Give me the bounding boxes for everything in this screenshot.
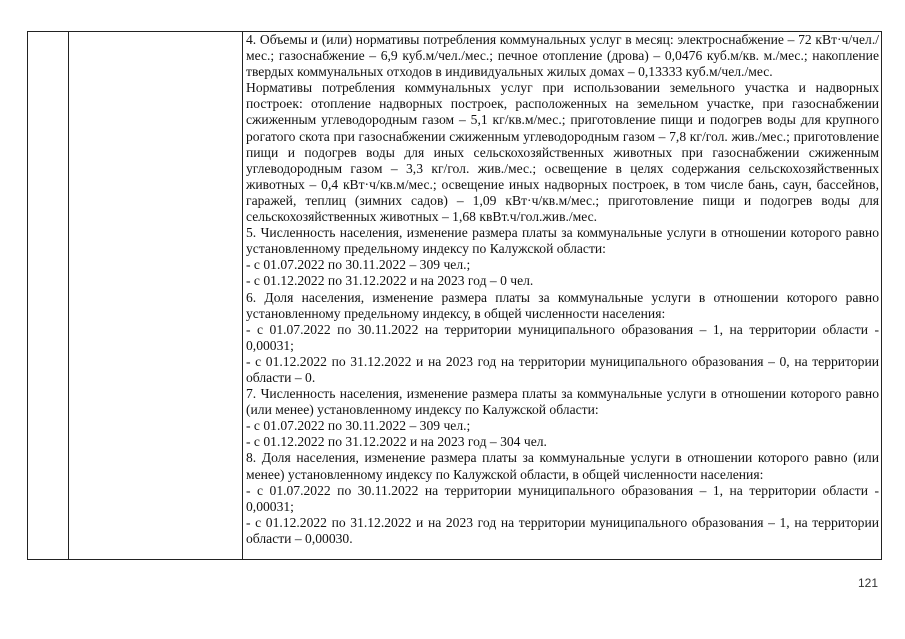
paragraph-item-8-share: 8. Доля населения, изменение размера платы за коммунальные услуги в отношении которого равно (или менее) установленному индексу по Калужской области, в общей численности населения: <box>246 450 879 482</box>
paragraph-item-8-period-2: - с 01.12.2022 по 31.12.2022 и на 2023 год на территории муниципального образования – 1, на территории области – 0,00030. <box>246 514 879 546</box>
table-column-divider <box>68 32 69 559</box>
paragraph-item-4-volumes: 4. Объемы и (или) нормативы потребления коммунальных услуг в месяц: электроснабжение – 72 кВт·ч/чел./мес.; газоснабжение – 6,9 куб.м/чел./мес.; печное отопление (дрова) – 0,0476 куб.м/кв. м./мес.; накопление твердых коммунальных отходов в индивидуальных жилых домах – 0,13333 куб.м/чел./мес. <box>246 32 879 80</box>
page-number: 121 <box>857 576 878 590</box>
paragraph-item-6-period-1: - с 01.07.2022 по 30.11.2022 на территории муниципального образования – 1, на территории области - 0,00031; <box>246 321 879 353</box>
table-column-divider <box>242 32 243 559</box>
paragraph-item-5-period-2: - с 01.12.2022 по 31.12.2022 и на 2023 год – 0 чел. <box>246 273 534 289</box>
paragraph-item-7-period-1: - с 01.07.2022 по 30.11.2022 – 309 чел.; <box>246 418 471 434</box>
table-content-cell <box>246 32 879 547</box>
paragraph-item-8-period-1: - с 01.07.2022 по 30.11.2022 на территории муниципального образования – 1, на территории области - 0,00031; <box>246 482 879 514</box>
paragraph-item-7-population: 7. Численность населения, изменение размера платы за коммунальные услуги в отношении которого равно (или менее) установленному индексу по Калужской области: <box>246 386 879 418</box>
paragraph-item-5-period-1: - с 01.07.2022 по 30.11.2022 – 309 чел.; <box>246 257 471 273</box>
paragraph-item-5-population: 5. Численность населения, изменение размера платы за коммунальные услуги в отношении которого равно установленному предельному индексу по Калужской области: <box>246 225 879 257</box>
paragraph-item-7-period-2: - с 01.12.2022 по 31.12.2022 и на 2023 год – 304 чел. <box>246 434 547 450</box>
paragraph-item-6-share: 6. Доля населения, изменение размера платы за коммунальные услуги в отношении которого равно установленному предельному индексу, в общей численности населения: <box>246 289 879 321</box>
paragraph-item-6-period-2: - с 01.12.2022 по 31.12.2022 и на 2023 год на территории муниципального образования – 0, на территории области – 0. <box>246 353 879 385</box>
paragraph-land-plot-norms: Нормативы потребления коммунальных услуг при использовании земельного участка и надворных построек: отопление надворных построек, расположенных на земельном участке, при газоснабжении сжиженным углеводородным газом – 5,1 кг/кв.м/мес.; приготовление пищи и подогрев воды для крупного рогатого скота при газоснабжении сжиженным углеводородным газом – 7,8 кг/гол. жив./мес.; приготовление пищи и подогрев воды для иных сельскохозяйственных животных при газоснабжении сжиженным углеводородным газом – 3,3 кг/гол. жив./мес.; освещение в целях содержания сельскохозяйственных животных – 0,4 кВт·ч/кв.м/мес.; освещение иных надворных построек, в том числе бань, саун, бассейнов, гаражей, теплиц (зимних садов) – 1,09 кВт·ч/кв.м/мес.; приготовление пищи и подогрев воды для сельскохозяйственных животных – 1,68 квВт.ч/гол.жив./мес. <box>246 80 879 225</box>
document-table <box>27 31 882 560</box>
